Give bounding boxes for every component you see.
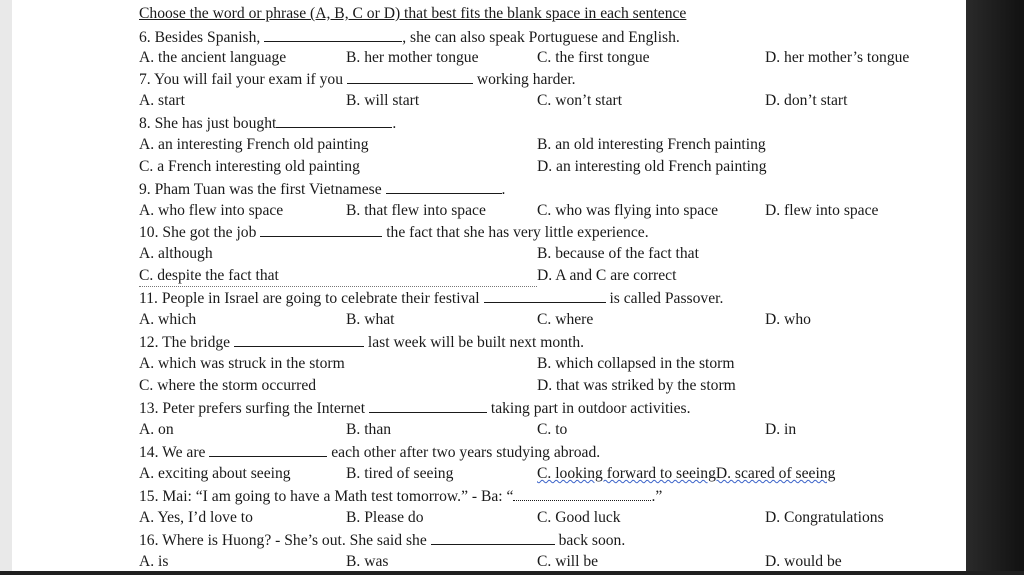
option-d[interactable]: D. that was striked by the storm bbox=[537, 377, 736, 394]
question-12: 12. The bridge last week will be built next month. bbox=[139, 334, 585, 351]
answer-blank[interactable] bbox=[431, 530, 555, 545]
option-b[interactable]: B. than bbox=[346, 421, 392, 438]
option-d[interactable]: D. Congratulations bbox=[765, 509, 884, 526]
option-c[interactable]: C. a French interesting old painting bbox=[139, 158, 360, 175]
option-c-d[interactable]: C. looking forward to seeingD. scared of seeing bbox=[537, 465, 836, 482]
question-13: 13. Peter prefers surfing the Internet taking part in outdoor activities. bbox=[139, 400, 691, 417]
answer-blank[interactable] bbox=[276, 113, 392, 128]
question-10: 10. She got the job the fact that she has very little experience. bbox=[139, 224, 649, 241]
option-a[interactable]: A. start bbox=[139, 92, 185, 109]
option-d[interactable]: D. her mother’s tongue bbox=[765, 49, 910, 66]
question-8: 8. She has just bought . bbox=[139, 115, 397, 132]
question-15: 15. Mai: “I am going to have a Math test tomorrow.” - Ba: “ .” bbox=[139, 488, 663, 505]
answer-blank[interactable] bbox=[347, 69, 473, 84]
option-b[interactable]: B. tired of seeing bbox=[346, 465, 454, 482]
option-c[interactable]: C. will be bbox=[537, 553, 599, 570]
option-c[interactable]: C. despite the fact that bbox=[139, 266, 537, 287]
answer-blank[interactable] bbox=[386, 179, 502, 194]
option-d[interactable]: D. A and C are correct bbox=[537, 267, 677, 284]
option-d[interactable]: D. who bbox=[765, 311, 811, 328]
window-left-edge bbox=[0, 0, 12, 575]
option-a[interactable]: A. although bbox=[139, 245, 213, 262]
answer-blank[interactable] bbox=[264, 27, 402, 42]
option-c[interactable]: C. where the storm occurred bbox=[139, 377, 317, 394]
question-7: 7. You will fail your exam if you working harder. bbox=[139, 71, 576, 88]
option-a[interactable]: A. an interesting French old painting bbox=[139, 136, 369, 153]
option-d[interactable]: D. an interesting old French painting bbox=[537, 158, 767, 175]
option-d[interactable]: D. in bbox=[765, 421, 797, 438]
option-a[interactable]: A. exciting about seeing bbox=[139, 465, 291, 482]
option-b[interactable]: B. was bbox=[346, 553, 389, 570]
question-16: 16. Where is Huong? - She’s out. She said she back soon. bbox=[139, 532, 626, 549]
option-d[interactable]: D. would be bbox=[765, 553, 842, 570]
answer-blank[interactable] bbox=[234, 332, 364, 347]
option-b[interactable]: B. what bbox=[346, 311, 395, 328]
option-d[interactable]: D. don’t start bbox=[765, 92, 848, 109]
option-a[interactable]: A. which was struck in the storm bbox=[139, 355, 345, 372]
option-c[interactable]: C. Good luck bbox=[537, 509, 621, 526]
option-d[interactable]: D. flew into space bbox=[765, 202, 879, 219]
window-right-edge bbox=[966, 0, 1024, 575]
option-b[interactable]: B. because of the fact that bbox=[537, 245, 699, 262]
option-a[interactable]: A. who flew into space bbox=[139, 202, 284, 219]
option-b[interactable]: B. an old interesting French painting bbox=[537, 136, 766, 153]
option-b[interactable]: B. her mother tongue bbox=[346, 49, 479, 66]
answer-blank[interactable] bbox=[209, 442, 327, 457]
option-c[interactable]: C. who was flying into space bbox=[537, 202, 719, 219]
answer-blank[interactable] bbox=[369, 398, 487, 413]
option-b[interactable]: B. that flew into space bbox=[346, 202, 486, 219]
option-a[interactable]: A. is bbox=[139, 553, 169, 570]
option-c[interactable]: C. where bbox=[537, 311, 594, 328]
question-9: 9. Pham Tuan was the first Vietnamese . bbox=[139, 181, 506, 198]
option-b[interactable]: B. which collapsed in the storm bbox=[537, 355, 735, 372]
answer-blank[interactable] bbox=[484, 288, 606, 303]
option-c[interactable]: C. the first tongue bbox=[537, 49, 650, 66]
option-c[interactable]: C. to bbox=[537, 421, 568, 438]
answer-blank[interactable] bbox=[513, 486, 651, 501]
document-page bbox=[139, 0, 959, 575]
option-a[interactable]: A. the ancient language bbox=[139, 49, 287, 66]
question-11: 11. People in Israel are going to celebrate their festival is called Passover. bbox=[139, 290, 724, 307]
instruction-heading: Choose the word or phrase (A, B, C or D) that best fits the blank space in each sentence bbox=[139, 5, 687, 22]
option-a[interactable]: A. on bbox=[139, 421, 174, 438]
option-a[interactable]: A. Yes, I’d love to bbox=[139, 509, 253, 526]
option-c[interactable]: C. won’t start bbox=[537, 92, 623, 109]
option-b[interactable]: B. Please do bbox=[346, 509, 424, 526]
question-6: 6. Besides Spanish, , she can also speak Portuguese and English. bbox=[139, 29, 680, 46]
option-b[interactable]: B. will start bbox=[346, 92, 420, 109]
answer-blank[interactable] bbox=[260, 222, 382, 237]
option-a[interactable]: A. which bbox=[139, 311, 197, 328]
question-14: 14. We are each other after two years studying abroad. bbox=[139, 444, 601, 461]
